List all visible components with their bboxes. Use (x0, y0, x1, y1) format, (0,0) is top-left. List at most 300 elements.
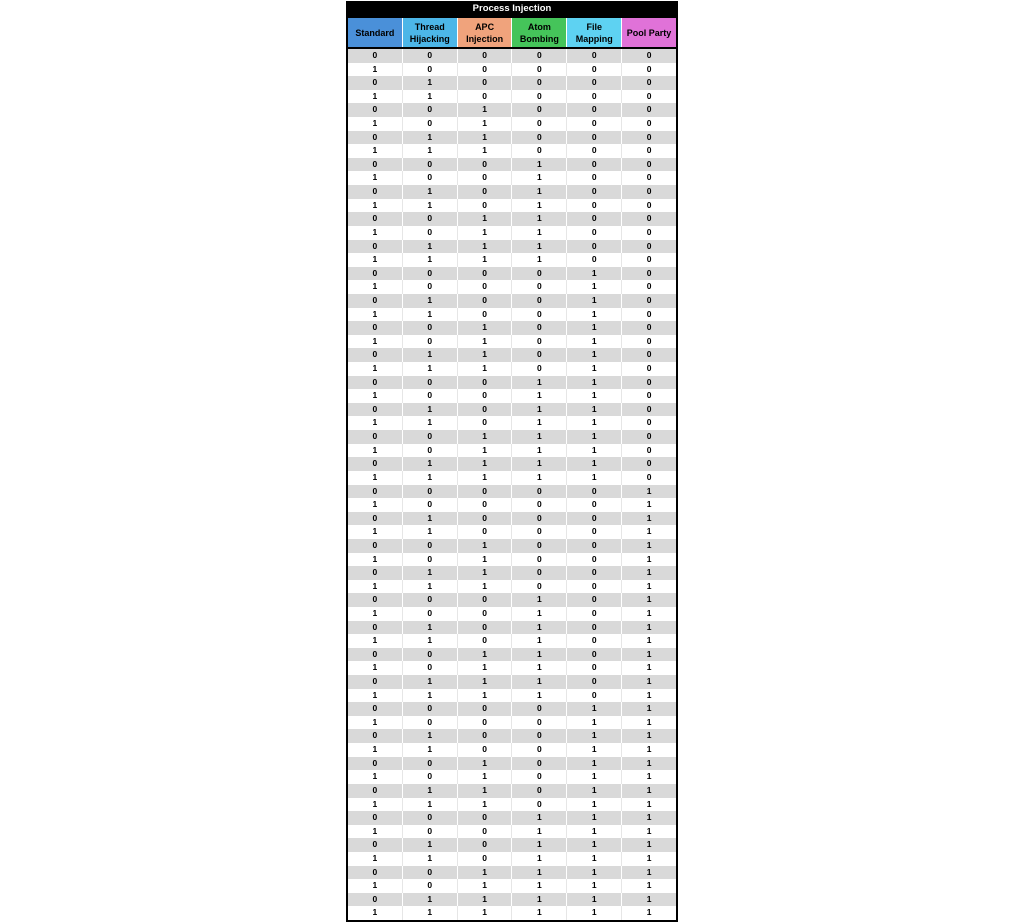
table-cell: 0 (646, 363, 652, 374)
table-cell: 1 (348, 661, 403, 675)
table-cell: 0 (458, 811, 513, 825)
table-cell: 0 (458, 593, 513, 607)
table-cell: 0 (646, 254, 652, 265)
table-cell: 0 (512, 321, 567, 335)
table-cell: 0 (512, 716, 567, 730)
table-cell: 1 (512, 825, 567, 839)
table-cell: 1 (512, 621, 567, 635)
table-cell: 1 (512, 661, 567, 675)
table-cell: 1 (403, 253, 458, 267)
table-cell: 0 (512, 103, 567, 117)
table-cell: 0 (458, 416, 513, 430)
table-row (348, 539, 676, 553)
table-cell: 1 (646, 798, 652, 809)
table-cell: 0 (348, 240, 403, 254)
table-cell: 1 (348, 743, 403, 757)
table-cell: 1 (646, 662, 652, 673)
table-cell: 1 (567, 879, 622, 893)
table-cell: 0 (567, 512, 622, 526)
table-cell: 1 (646, 730, 652, 741)
table-cell: 0 (403, 757, 458, 771)
table-cell: 1 (646, 771, 652, 782)
table-cell: 1 (403, 76, 458, 90)
table-cell: 0 (348, 76, 403, 90)
table-cell: 1 (458, 212, 513, 226)
table-cell: 0 (348, 702, 403, 716)
table-cell: 1 (646, 852, 652, 863)
table-cell: 1 (348, 689, 403, 703)
table-cell: 0 (403, 49, 458, 63)
table-cell: 1 (458, 457, 513, 471)
table-cell: 1 (348, 416, 403, 430)
table-cell: 0 (567, 566, 622, 580)
table-cell: 0 (458, 185, 513, 199)
table-cell: 0 (348, 621, 403, 635)
table-cell: 1 (348, 634, 403, 648)
table-cell: 1 (646, 757, 652, 768)
table-row (348, 308, 676, 322)
table-cell: 1 (348, 280, 403, 294)
table-cell: 0 (567, 253, 622, 267)
table-cell: 0 (646, 444, 652, 455)
table-cell: 1 (567, 906, 622, 920)
table-cell: 0 (458, 634, 513, 648)
table-cell: 1 (512, 838, 567, 852)
table-cell: 0 (567, 240, 622, 254)
table-cell: 1 (512, 879, 567, 893)
table-cell: 0 (348, 457, 403, 471)
table-cell: 0 (348, 675, 403, 689)
table-cell: 1 (567, 294, 622, 308)
table-cell: 0 (458, 743, 513, 757)
table-row (348, 471, 676, 485)
table-cell: 0 (403, 430, 458, 444)
table-cell: 1 (458, 430, 513, 444)
table-cell: 1 (403, 525, 458, 539)
table-cell: 1 (512, 444, 567, 458)
table-cell: 1 (348, 389, 403, 403)
table-cell: 0 (403, 593, 458, 607)
table-cell: 1 (403, 362, 458, 376)
table-cell: 1 (512, 689, 567, 703)
table-cell: 1 (458, 675, 513, 689)
table-cell: 0 (567, 90, 622, 104)
table-cell: 0 (348, 158, 403, 172)
table-cell: 1 (512, 403, 567, 417)
table-cell: 1 (458, 661, 513, 675)
table-row (348, 103, 676, 117)
table-row (348, 348, 676, 362)
table-cell: 0 (348, 512, 403, 526)
table-cell: 0 (646, 390, 652, 401)
table-cell: 1 (567, 444, 622, 458)
table-cell: 1 (567, 335, 622, 349)
table-cell: 0 (348, 485, 403, 499)
table-cell: 0 (458, 308, 513, 322)
table-cell: 1 (567, 770, 622, 784)
table-cell: 1 (348, 498, 403, 512)
table-row (348, 49, 676, 63)
table-cell: 1 (567, 430, 622, 444)
table-cell: 1 (567, 321, 622, 335)
table-cell: 1 (567, 743, 622, 757)
table-cell: 0 (403, 389, 458, 403)
table-cell: 0 (646, 118, 652, 129)
table-cell: 0 (567, 580, 622, 594)
column-header: APC Injection (458, 18, 513, 47)
table-cell: 0 (403, 648, 458, 662)
table-cell: 0 (403, 321, 458, 335)
table-cell: 0 (567, 539, 622, 553)
table-cell: 1 (646, 635, 652, 646)
table-cell: 0 (646, 226, 652, 237)
table-cell: 0 (403, 267, 458, 281)
table-cell: 0 (403, 226, 458, 240)
table-cell: 0 (348, 403, 403, 417)
table-cell: 0 (403, 103, 458, 117)
table-cell: 0 (567, 553, 622, 567)
table-cell: 0 (567, 634, 622, 648)
table-cell: 0 (512, 539, 567, 553)
table-cell: 0 (348, 185, 403, 199)
table-cell: 0 (458, 716, 513, 730)
table-cell: 1 (458, 648, 513, 662)
table-row (348, 784, 676, 798)
table-cell: 0 (567, 648, 622, 662)
table-cell: 0 (567, 212, 622, 226)
table-cell: 0 (646, 213, 652, 224)
table-cell: 0 (646, 104, 652, 115)
table-cell: 1 (512, 253, 567, 267)
column-header: Pool Party (622, 18, 676, 47)
table-cell: 0 (646, 50, 652, 60)
table-cell: 1 (403, 457, 458, 471)
table-cell: 1 (348, 63, 403, 77)
table-cell: 0 (512, 757, 567, 771)
table-cell: 0 (403, 539, 458, 553)
table-cell: 1 (348, 362, 403, 376)
table-cell: 1 (458, 348, 513, 362)
table-cell: 0 (458, 838, 513, 852)
table-cell: 0 (512, 729, 567, 743)
table-row (348, 553, 676, 567)
table-cell: 0 (458, 621, 513, 635)
table-cell: 0 (567, 525, 622, 539)
table-cell: 0 (348, 866, 403, 880)
table-cell: 1 (403, 185, 458, 199)
table-cell: 0 (458, 498, 513, 512)
table-cell: 0 (646, 131, 652, 142)
table-cell: 0 (403, 553, 458, 567)
table-cell: 1 (567, 362, 622, 376)
table-cell: 0 (646, 145, 652, 156)
table-cell: 1 (646, 825, 652, 836)
table-cell: 1 (348, 580, 403, 594)
table-cell: 0 (567, 117, 622, 131)
table-cell: 1 (403, 906, 458, 920)
table-cell: 1 (567, 308, 622, 322)
table-row (348, 185, 676, 199)
table-cell: 1 (348, 226, 403, 240)
table-cell: 1 (458, 893, 513, 907)
table-cell: 1 (458, 321, 513, 335)
table-cell: 0 (512, 267, 567, 281)
table-cell: 1 (458, 566, 513, 580)
table-row (348, 743, 676, 757)
table-row (348, 893, 676, 907)
table-cell: 1 (348, 852, 403, 866)
table-cell: 0 (458, 729, 513, 743)
table-cell: 1 (403, 144, 458, 158)
table-cell: 1 (512, 212, 567, 226)
table-cell: 0 (512, 580, 567, 594)
table-cell: 1 (403, 131, 458, 145)
table-cell: 0 (512, 525, 567, 539)
table-row (348, 389, 676, 403)
table-cell: 0 (512, 90, 567, 104)
table-cell: 0 (512, 348, 567, 362)
table-cell: 1 (567, 866, 622, 880)
table-cell: 1 (403, 893, 458, 907)
table-cell: 1 (567, 416, 622, 430)
column-header: Standard (348, 18, 403, 47)
table-cell: 0 (512, 49, 567, 63)
table-row (348, 879, 676, 893)
table-cell: 1 (348, 906, 403, 920)
table-cell: 1 (348, 199, 403, 213)
table-cell: 1 (512, 852, 567, 866)
table-cell: 1 (348, 253, 403, 267)
table-cell: 0 (403, 811, 458, 825)
table-cell: 0 (458, 90, 513, 104)
table-row (348, 63, 676, 77)
table-cell: 1 (512, 416, 567, 430)
table-cell: 0 (646, 172, 652, 183)
table-cell: 1 (348, 825, 403, 839)
table-cell: 1 (567, 267, 622, 281)
table-cell: 0 (403, 376, 458, 390)
table-cell: 1 (646, 567, 652, 578)
table-cell: 0 (348, 784, 403, 798)
table-cell: 1 (348, 144, 403, 158)
table-cell: 0 (512, 553, 567, 567)
table-cell: 0 (348, 893, 403, 907)
table-cell: 1 (567, 798, 622, 812)
table-row (348, 321, 676, 335)
table-cell: 1 (458, 240, 513, 254)
table-cell: 0 (348, 294, 403, 308)
table-cell: 0 (646, 267, 652, 278)
table-cell: 1 (403, 199, 458, 213)
table-cell: 1 (403, 675, 458, 689)
table-cell: 0 (403, 212, 458, 226)
table-cell: 1 (512, 199, 567, 213)
table-cell: 0 (512, 63, 567, 77)
table-cell: 0 (458, 199, 513, 213)
table-cell: 1 (403, 403, 458, 417)
table-cell: 0 (512, 76, 567, 90)
table-cell: 1 (646, 812, 652, 823)
table-cell: 0 (458, 485, 513, 499)
table-cell: 1 (458, 103, 513, 117)
table-cell: 0 (567, 621, 622, 635)
table-cell: 1 (458, 689, 513, 703)
table-row (348, 798, 676, 812)
table-cell: 0 (458, 267, 513, 281)
table-cell: 1 (458, 226, 513, 240)
table-row (348, 498, 676, 512)
table-cell: 1 (512, 226, 567, 240)
table-cell: 1 (512, 675, 567, 689)
table-row (348, 90, 676, 104)
table-title: Process Injection (348, 1, 676, 17)
table-row (348, 171, 676, 185)
table-row (348, 702, 676, 716)
table-cell: 0 (646, 199, 652, 210)
table-body (348, 49, 676, 920)
table-row (348, 267, 676, 281)
table-cell: 1 (512, 593, 567, 607)
table-row (348, 335, 676, 349)
table-cell: 0 (567, 103, 622, 117)
table-cell: 0 (646, 376, 652, 387)
table-cell: 1 (646, 580, 652, 591)
table-cell: 0 (403, 866, 458, 880)
table-cell: 1 (403, 634, 458, 648)
table-cell: 1 (348, 117, 403, 131)
table-cell: 0 (512, 280, 567, 294)
table-cell: 1 (348, 471, 403, 485)
table-cell: 1 (512, 430, 567, 444)
table-row (348, 770, 676, 784)
table-row (348, 811, 676, 825)
table-cell: 1 (567, 403, 622, 417)
table-cell: 1 (646, 594, 652, 605)
column-header: Atom Bombing (512, 18, 567, 47)
table-cell: 1 (403, 743, 458, 757)
table-cell: 1 (403, 348, 458, 362)
table-cell: 0 (348, 348, 403, 362)
table-row (348, 757, 676, 771)
table-cell: 1 (403, 838, 458, 852)
table-cell: 0 (512, 485, 567, 499)
table-cell: 0 (512, 784, 567, 798)
table-cell: 0 (458, 49, 513, 63)
table-cell: 0 (403, 335, 458, 349)
table-cell: 1 (567, 784, 622, 798)
table-cell: 1 (512, 471, 567, 485)
table-row (348, 240, 676, 254)
table-cell: 1 (646, 512, 652, 523)
table-cell: 1 (567, 389, 622, 403)
table-cell: 0 (458, 702, 513, 716)
table-cell: 1 (512, 185, 567, 199)
table-cell: 0 (403, 716, 458, 730)
table-cell: 1 (646, 621, 652, 632)
table-cell: 0 (458, 63, 513, 77)
table-cell: 0 (512, 335, 567, 349)
table-cell: 0 (458, 607, 513, 621)
table-cell: 1 (458, 362, 513, 376)
table-cell: 1 (458, 798, 513, 812)
table-cell: 0 (567, 607, 622, 621)
table-row (348, 403, 676, 417)
table-cell: 0 (458, 825, 513, 839)
table-cell: 0 (567, 689, 622, 703)
table-cell: 1 (458, 770, 513, 784)
table-cell: 0 (512, 566, 567, 580)
table-row (348, 634, 676, 648)
table-cell: 1 (567, 280, 622, 294)
table-cell: 1 (646, 648, 652, 659)
table-cell: 1 (458, 757, 513, 771)
table-cell: 0 (646, 158, 652, 169)
table-cell: 0 (403, 661, 458, 675)
table-cell: 1 (646, 485, 652, 496)
table-row (348, 376, 676, 390)
table-cell: 0 (403, 485, 458, 499)
table-cell: 0 (567, 185, 622, 199)
table-cell: 1 (348, 553, 403, 567)
table-cell: 0 (458, 525, 513, 539)
table-cell: 0 (458, 512, 513, 526)
table-cell: 0 (348, 49, 403, 63)
table-cell: 1 (646, 744, 652, 755)
table-cell: 1 (348, 308, 403, 322)
table-cell: 1 (458, 539, 513, 553)
table-row (348, 621, 676, 635)
table-cell: 1 (646, 784, 652, 795)
table-cell: 0 (512, 743, 567, 757)
column-header: File Mapping (567, 18, 622, 47)
table-cell: 0 (458, 376, 513, 390)
table-cell: 0 (403, 158, 458, 172)
table-row (348, 158, 676, 172)
table-row (348, 648, 676, 662)
table-cell: 0 (403, 444, 458, 458)
table-cell: 1 (403, 308, 458, 322)
table-cell: 1 (348, 335, 403, 349)
table-row (348, 199, 676, 213)
table-cell: 0 (458, 852, 513, 866)
table-cell: 1 (646, 839, 652, 850)
table-cell: 1 (348, 798, 403, 812)
table-row (348, 852, 676, 866)
table-cell: 1 (458, 906, 513, 920)
table-cell: 0 (348, 566, 403, 580)
table-cell: 1 (348, 90, 403, 104)
table-cell: 1 (403, 852, 458, 866)
table-row (348, 716, 676, 730)
table-cell: 1 (403, 512, 458, 526)
table-cell: 1 (512, 240, 567, 254)
table-cell: 1 (458, 580, 513, 594)
table-cell: 0 (348, 321, 403, 335)
table-cell: 0 (646, 417, 652, 428)
table-cell: 0 (646, 186, 652, 197)
table-cell: 0 (646, 77, 652, 88)
table-cell: 0 (512, 144, 567, 158)
table-cell: 0 (646, 458, 652, 469)
table-cell: 1 (646, 607, 652, 618)
table-cell: 0 (512, 117, 567, 131)
table-cell: 1 (403, 566, 458, 580)
table-cell: 0 (458, 389, 513, 403)
table-cell: 1 (458, 879, 513, 893)
table-cell: 1 (567, 838, 622, 852)
table-cell: 1 (458, 335, 513, 349)
table-row (348, 906, 676, 920)
